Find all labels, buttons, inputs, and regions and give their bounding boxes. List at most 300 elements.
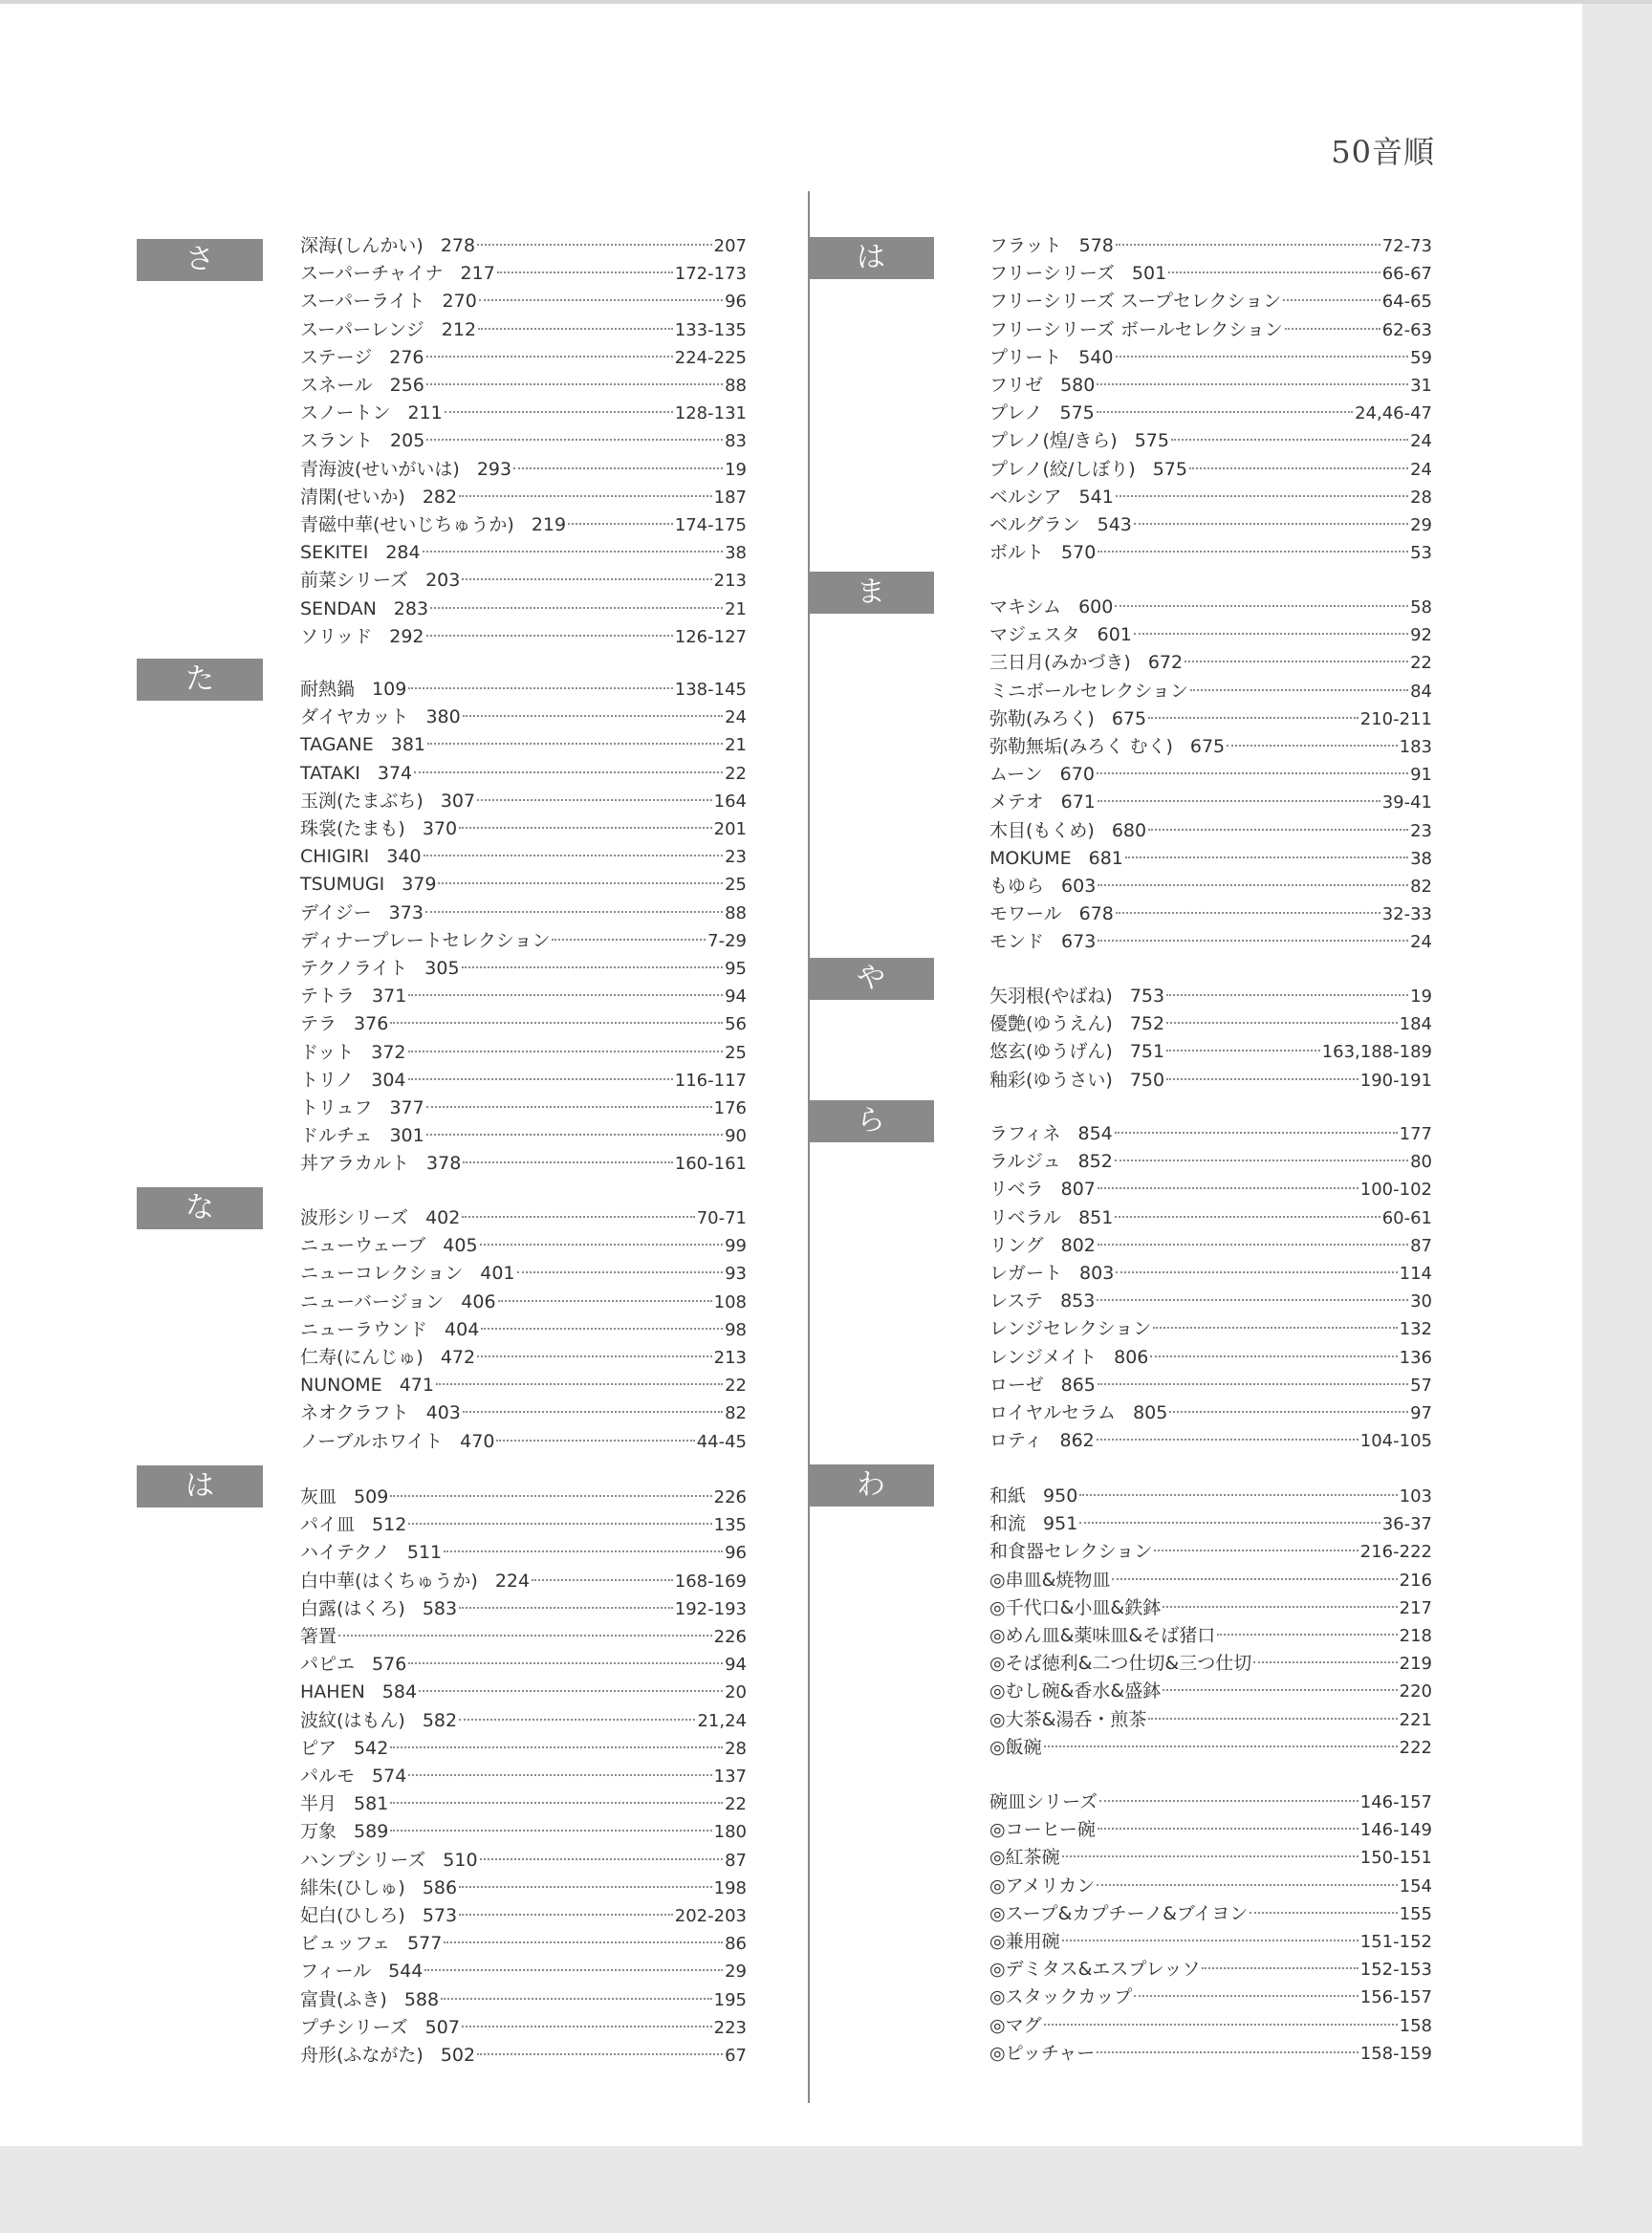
dot-leader xyxy=(390,1495,711,1497)
entry-page: 88 xyxy=(725,376,747,396)
dot-leader xyxy=(517,1271,724,1273)
entry-series-number: 852 xyxy=(1077,1151,1113,1173)
entry-page: 190-191 xyxy=(1359,1070,1432,1091)
entry-page: 146-149 xyxy=(1359,1820,1432,1841)
entry-page: 172-173 xyxy=(674,264,747,285)
entry-page: 21 xyxy=(725,598,747,619)
entry-name: パピエ xyxy=(300,1654,356,1676)
entry-name: スネール xyxy=(300,375,373,396)
entry-series-number: 581 xyxy=(354,1793,389,1815)
dot-leader xyxy=(1154,1550,1359,1551)
index-entry xyxy=(989,1900,1432,1928)
entry-name: ◎めん皿&薬味皿&そば猪口 xyxy=(989,1625,1216,1646)
entry-name: ボルト xyxy=(989,542,1045,564)
dot-leader xyxy=(459,827,712,829)
index-entry xyxy=(989,817,1432,845)
entry-page: 95 xyxy=(725,959,747,979)
entry-series-number: 405 xyxy=(443,1235,478,1257)
entry-page: 168-169 xyxy=(674,1571,747,1592)
index-entry xyxy=(300,1790,747,1818)
dot-leader xyxy=(1079,1494,1397,1496)
dot-leader xyxy=(463,1411,723,1413)
dot-leader xyxy=(477,244,712,246)
entry-name: 和食器セレクション xyxy=(989,1541,1153,1563)
index-entry xyxy=(300,1651,747,1679)
index-entry xyxy=(300,232,747,260)
entry-name: SEKITEI xyxy=(300,542,369,564)
section-tab-left-2: な xyxy=(137,1187,263,1229)
entry-name: レステ xyxy=(989,1290,1044,1312)
entry-series-number: 278 xyxy=(440,235,476,256)
dot-leader xyxy=(430,607,723,609)
entry-page: 158-159 xyxy=(1359,2043,1432,2064)
entry-name: レンジセレクション xyxy=(989,1318,1152,1340)
dot-leader xyxy=(513,467,723,469)
dot-leader xyxy=(1098,940,1408,942)
index-entry xyxy=(300,1010,747,1038)
entry-page: 207 xyxy=(713,236,747,256)
entry-page: 91 xyxy=(1410,765,1432,786)
entry-name: 妃白(ひしろ) xyxy=(300,1905,405,1926)
entry-series-number: 752 xyxy=(1129,1013,1165,1035)
dot-leader xyxy=(1171,439,1408,441)
index-entry xyxy=(989,1427,1432,1455)
index-entry xyxy=(989,733,1432,761)
entry-name: ◎むし碗&香水&盛鉢 xyxy=(989,1680,1162,1702)
entry-name: リベラル xyxy=(989,1206,1062,1228)
entry-series-number: 542 xyxy=(354,1737,389,1759)
index-entry xyxy=(300,260,747,288)
entry-name: プチシリーズ xyxy=(300,2016,408,2038)
dot-leader xyxy=(1098,1828,1359,1830)
entry-series-number: 402 xyxy=(425,1207,461,1228)
entry-series-number: 511 xyxy=(406,1542,443,1564)
index-entry xyxy=(989,1067,1432,1095)
dot-leader xyxy=(424,1969,723,1971)
index-entry xyxy=(300,731,747,759)
entry-name: ラフィネ xyxy=(989,1123,1061,1144)
entry-page: 219 xyxy=(1399,1654,1432,1675)
entry-page: 25 xyxy=(725,875,747,896)
entry-series-number: 751 xyxy=(1129,1041,1165,1063)
entry-name: 悠玄(ゆうげん) xyxy=(989,1041,1113,1063)
entry-page: 24 xyxy=(725,707,747,728)
dot-leader xyxy=(477,2053,723,2055)
entry-name: ソリッド xyxy=(300,625,373,647)
entry-name: ムーン xyxy=(989,764,1043,786)
entry-page: 29 xyxy=(725,1962,747,1983)
entry-name: ◎紅茶碗 xyxy=(989,1847,1060,1869)
entry-name: 緋朱(ひしゅ) xyxy=(300,1876,405,1898)
index-entry xyxy=(989,2012,1432,2040)
index-entry xyxy=(300,704,747,731)
dot-leader xyxy=(419,1690,723,1692)
entry-page: 7-29 xyxy=(707,930,747,951)
entry-page: 152-153 xyxy=(1359,1960,1432,1981)
section-tab-left-1: た xyxy=(137,659,263,701)
entry-name: 清閑(せいか) xyxy=(300,486,405,508)
entry-series-number: 851 xyxy=(1078,1206,1114,1228)
entry-page: 24 xyxy=(1410,431,1432,452)
entry-name: マジェスタ xyxy=(989,624,1080,646)
entry-name: 青海波(せいがいは) xyxy=(300,458,460,480)
dot-leader xyxy=(1125,856,1408,858)
dot-leader xyxy=(426,635,673,637)
entry-page: 202-203 xyxy=(674,1906,747,1926)
index-entry xyxy=(300,316,747,344)
entry-name: プレノ(煌/きら) xyxy=(989,430,1118,452)
dot-leader xyxy=(390,1022,723,1024)
dot-leader xyxy=(1062,1940,1359,1941)
entry-series-number: 865 xyxy=(1060,1374,1096,1396)
entry-page: 23 xyxy=(1410,820,1432,841)
entry-name: ◎マグ xyxy=(989,2014,1042,2036)
index-entry xyxy=(300,2014,747,2042)
dot-leader xyxy=(426,1106,712,1108)
dot-leader xyxy=(390,1746,723,1748)
entry-series-number: 301 xyxy=(389,1125,424,1147)
index-entry xyxy=(989,1678,1432,1705)
index-entry xyxy=(300,1428,747,1456)
index-entry xyxy=(300,760,747,788)
dot-leader xyxy=(497,271,673,273)
dot-leader xyxy=(1115,1132,1398,1134)
entry-page: 176 xyxy=(713,1098,747,1118)
entry-series-number: 574 xyxy=(372,1766,407,1787)
dot-leader xyxy=(477,799,712,801)
entry-name: デイジー xyxy=(300,901,372,923)
entry-series-number: 601 xyxy=(1097,624,1132,646)
entry-series-number: 379 xyxy=(402,874,437,896)
index-entry xyxy=(989,678,1432,705)
entry-page: 19 xyxy=(725,459,747,480)
entry-name: フラット xyxy=(989,235,1062,256)
index-entry xyxy=(300,1847,747,1875)
entry-name: ラルジュ xyxy=(989,1151,1061,1173)
entry-name: 和流 xyxy=(989,1513,1027,1535)
entry-name: TATAKI xyxy=(300,762,360,784)
entry-name: フリーシリーズ xyxy=(989,263,1115,285)
section-tab-left-3: は xyxy=(137,1465,263,1507)
index-entry xyxy=(989,594,1432,621)
entry-page: 38 xyxy=(1410,848,1432,869)
entry-page: 36-37 xyxy=(1381,1514,1432,1535)
entry-series-number: 541 xyxy=(1078,486,1114,508)
index-entry xyxy=(989,1594,1432,1622)
entry-name: 和紙 xyxy=(989,1485,1027,1507)
index-entry xyxy=(989,1622,1432,1650)
entry-name: 灰皿 xyxy=(300,1486,337,1507)
index-entry xyxy=(300,1232,747,1260)
dot-leader xyxy=(1250,1912,1397,1914)
entry-page: 58 xyxy=(1410,597,1432,618)
dot-leader xyxy=(1153,1327,1397,1329)
entry-page: 84 xyxy=(1410,681,1432,702)
index-entry xyxy=(989,873,1432,900)
index-entry xyxy=(989,900,1432,928)
entry-series-number: 404 xyxy=(445,1318,480,1340)
index-entry xyxy=(989,845,1432,873)
entry-series-number: 401 xyxy=(480,1263,515,1285)
dot-leader xyxy=(1116,912,1380,914)
index-entry xyxy=(989,1816,1432,1844)
index-entry xyxy=(300,1511,747,1539)
index-entry xyxy=(300,400,747,427)
index-entry xyxy=(300,1568,747,1595)
entry-page: 22 xyxy=(725,1376,747,1397)
index-entry xyxy=(989,1315,1432,1343)
entry-page: 201 xyxy=(713,819,747,839)
entry-series-number: 575 xyxy=(1059,402,1095,424)
index-entry xyxy=(300,900,747,927)
entry-page: 223 xyxy=(713,2017,747,2038)
entry-page: 195 xyxy=(713,1989,747,2010)
dot-leader xyxy=(463,1161,673,1163)
entry-page: 155 xyxy=(1399,1903,1432,1924)
entry-page: 151-152 xyxy=(1359,1932,1432,1952)
entry-name: リング xyxy=(989,1234,1044,1256)
entry-name: テトラ xyxy=(300,986,356,1008)
dot-leader xyxy=(1163,1689,1397,1691)
entry-name: プレノ xyxy=(989,402,1043,424)
entry-name: ドルチェ xyxy=(300,1125,373,1147)
entry-series-number: 675 xyxy=(1189,736,1226,757)
entry-page: 100-102 xyxy=(1359,1180,1432,1201)
index-entry xyxy=(989,484,1432,511)
dot-leader xyxy=(425,911,723,913)
index-entry xyxy=(989,260,1432,288)
entry-series-number: 578 xyxy=(1078,235,1114,256)
entry-name: ノーブルホワイト xyxy=(300,1430,444,1452)
dot-leader xyxy=(390,1802,723,1804)
index-entry xyxy=(989,539,1432,567)
entry-page: 213 xyxy=(713,571,747,592)
index-entry xyxy=(989,1734,1432,1762)
entry-name: トリノ xyxy=(300,1069,355,1091)
entry-page: 24,46-47 xyxy=(1355,403,1432,424)
entry-page: 177 xyxy=(1399,1124,1432,1144)
entry-page: 104-105 xyxy=(1359,1431,1432,1452)
index-entry xyxy=(989,1956,1432,1984)
entry-name: プリート xyxy=(989,346,1062,368)
entry-name: ニューラウンド xyxy=(300,1318,428,1340)
entry-page: 98 xyxy=(725,1319,747,1340)
entry-name: フリゼ xyxy=(989,375,1044,396)
entry-name: SENDAN xyxy=(300,597,377,619)
entry-name: 深海(しんかい) xyxy=(300,235,424,256)
dot-leader xyxy=(496,1440,694,1442)
index-entry xyxy=(300,815,747,843)
dot-leader xyxy=(1098,1383,1408,1385)
entry-page: 150-151 xyxy=(1359,1848,1432,1869)
entry-page: 218 xyxy=(1399,1626,1432,1646)
dot-leader xyxy=(462,1216,694,1218)
dot-leader xyxy=(426,383,723,385)
dot-leader xyxy=(1190,689,1408,691)
entry-name: ◎アメリカン xyxy=(989,1875,1096,1897)
entry-name: 玉渕(たまぶち) xyxy=(300,790,424,812)
index-entry xyxy=(989,1372,1432,1399)
entry-page: 135 xyxy=(713,1515,747,1536)
entry-series-number: 586 xyxy=(422,1876,458,1898)
dot-leader xyxy=(532,1579,673,1581)
entry-page: 180 xyxy=(713,1822,747,1843)
entry-name: 青磁中華(せいじちゅうか) xyxy=(300,514,514,535)
dot-leader xyxy=(1134,633,1408,635)
entry-series-number: 507 xyxy=(424,2016,460,2038)
entry-page: 22 xyxy=(725,763,747,784)
index-entry xyxy=(989,232,1432,260)
dot-leader xyxy=(1112,1578,1397,1580)
dot-leader xyxy=(1169,1411,1408,1413)
entry-name: ロイヤルセラム xyxy=(989,1402,1117,1423)
index-entry xyxy=(300,288,747,315)
index-entry xyxy=(300,1958,747,1985)
dot-leader xyxy=(1044,1745,1398,1747)
dot-leader xyxy=(1134,1995,1358,1997)
entry-name: ◎コーヒー碗 xyxy=(989,1819,1096,1841)
entry-page: 21 xyxy=(725,735,747,756)
entry-series-number: 109 xyxy=(372,679,407,700)
entry-page: 156-157 xyxy=(1359,1987,1432,2008)
dot-leader xyxy=(1217,1634,1397,1636)
index-entry xyxy=(989,316,1432,344)
dot-leader xyxy=(426,356,673,358)
entry-page: 213 xyxy=(713,1348,747,1368)
dot-leader xyxy=(1116,495,1408,497)
entry-page: 210-211 xyxy=(1359,708,1432,729)
entry-name: ◎兼用碗 xyxy=(989,1931,1060,1952)
dot-leader xyxy=(1148,829,1408,831)
entry-name: 優艶(ゆうえん) xyxy=(989,1013,1113,1035)
entry-page: 133-135 xyxy=(674,319,747,340)
entry-name: ローゼ xyxy=(989,1374,1044,1396)
entry-page: 96 xyxy=(725,292,747,313)
entry-series-number: 270 xyxy=(442,291,477,313)
entry-page: 164 xyxy=(713,791,747,812)
entry-page: 56 xyxy=(725,1014,747,1035)
entry-page: 183 xyxy=(1399,737,1432,757)
dot-leader xyxy=(408,687,673,689)
dot-leader xyxy=(1148,717,1359,719)
entry-series-number: 951 xyxy=(1043,1513,1078,1535)
section-tab-right-2: や xyxy=(808,958,934,1000)
entry-series-number: 371 xyxy=(372,986,407,1008)
entry-name: 半月 xyxy=(300,1793,337,1815)
dot-leader xyxy=(462,966,724,968)
index-entry xyxy=(989,1650,1432,1678)
index-entry xyxy=(300,1067,747,1095)
entry-series-number: 510 xyxy=(443,1849,478,1871)
entry-name: 波紋(はもん) xyxy=(300,1709,405,1731)
entry-series-number: 305 xyxy=(424,958,460,979)
index-entry xyxy=(300,871,747,899)
dot-leader xyxy=(1283,299,1380,301)
index-entry xyxy=(989,372,1432,400)
dot-leader xyxy=(424,855,724,856)
entry-series-number: 584 xyxy=(381,1681,418,1703)
entry-page: 128-131 xyxy=(674,403,747,424)
index-entry xyxy=(989,1148,1432,1176)
index-entry xyxy=(989,1928,1432,1956)
entry-name: プレノ(絞/しぼり) xyxy=(989,458,1136,480)
entry-name: フリーシリーズ ボールセレクション xyxy=(989,318,1283,340)
entry-page: 62-63 xyxy=(1381,319,1432,340)
entry-series-number: 672 xyxy=(1147,652,1184,674)
dot-leader xyxy=(552,939,706,941)
entry-series-number: 807 xyxy=(1060,1179,1096,1201)
entry-series-number: 680 xyxy=(1111,819,1147,841)
dot-leader xyxy=(1166,994,1408,996)
index-entry xyxy=(300,1316,747,1344)
entry-page: 94 xyxy=(725,1655,747,1676)
entry-series-number: 580 xyxy=(1060,375,1096,396)
entry-page: 25 xyxy=(725,1042,747,1063)
section-tab-right-3: ら xyxy=(808,1100,934,1142)
dot-leader xyxy=(1097,1884,1397,1886)
entry-page: 67 xyxy=(725,2046,747,2066)
entry-name: ディナープレートセレクション xyxy=(300,929,551,951)
entry-page: 108 xyxy=(713,1291,747,1312)
entry-series-number: 681 xyxy=(1088,847,1123,869)
entry-name: スラント xyxy=(300,430,374,452)
index-entry xyxy=(300,596,747,623)
entry-page: 57 xyxy=(1410,1375,1432,1396)
index-entry xyxy=(989,1288,1432,1315)
index-entry xyxy=(300,344,747,372)
index-entry xyxy=(989,1038,1432,1066)
index-entry xyxy=(300,1260,747,1288)
dot-leader xyxy=(1134,523,1408,525)
dot-leader xyxy=(459,1886,712,1888)
page-title: 50音順 xyxy=(1331,134,1435,170)
entry-series-number: 678 xyxy=(1078,903,1114,925)
index-entry xyxy=(989,344,1432,372)
entry-series-number: 573 xyxy=(422,1905,458,1926)
index-entry xyxy=(989,649,1432,677)
index-entry xyxy=(300,1707,747,1735)
entry-series-number: 600 xyxy=(1078,596,1114,618)
dot-leader xyxy=(1098,800,1380,802)
entry-name: スーパーライト xyxy=(300,291,425,313)
entry-page: 22 xyxy=(725,1794,747,1815)
index-entry xyxy=(300,623,747,651)
index-entry xyxy=(300,843,747,871)
entry-name: ニューウェーブ xyxy=(300,1235,426,1257)
index-entry xyxy=(300,2042,747,2070)
index-entry xyxy=(989,1260,1432,1288)
dot-leader xyxy=(1097,1299,1408,1301)
dot-leader xyxy=(459,1607,673,1609)
dot-leader xyxy=(462,578,711,580)
dot-leader xyxy=(459,1914,673,1916)
dot-leader xyxy=(1097,1439,1359,1441)
entry-name: メテオ xyxy=(989,791,1044,813)
entry-page: 116-117 xyxy=(674,1070,747,1091)
entry-name: ◎飯碗 xyxy=(989,1736,1042,1758)
index-entry xyxy=(989,761,1432,789)
index-entry xyxy=(300,1818,747,1846)
entry-name: 矢羽根(やばね) xyxy=(989,986,1113,1007)
dot-leader xyxy=(463,715,723,717)
entry-series-number: 671 xyxy=(1060,791,1096,813)
entry-series-number: 219 xyxy=(531,514,567,535)
entry-name: リベラ xyxy=(989,1179,1044,1201)
entry-page: 94 xyxy=(725,986,747,1008)
dot-leader xyxy=(1115,1216,1380,1218)
entry-page: 154 xyxy=(1399,1875,1432,1897)
entry-page: 28 xyxy=(725,1738,747,1759)
